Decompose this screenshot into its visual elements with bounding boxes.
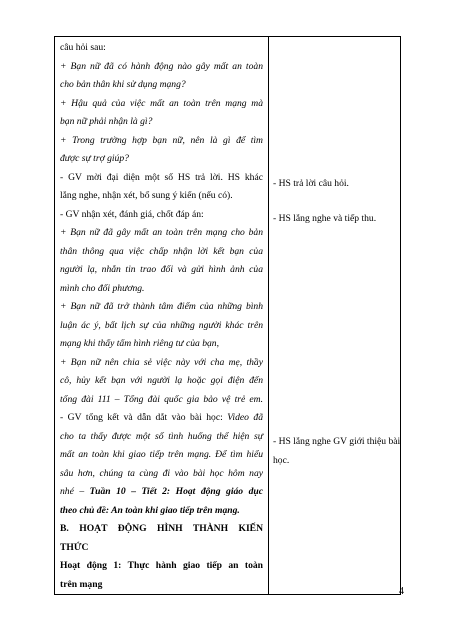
answer-line: + Bạn nữ đã gây mất an toàn trên mạng cho bản: [60, 227, 263, 238]
text-segment: - GV tổng kết và dẫn dắt vào bài học:: [60, 412, 228, 423]
text-line: lắng nghe, nhận xét, bổ sung ý kiến (nếu có).: [60, 190, 233, 201]
question-line: được sự trợ giúp?: [60, 153, 129, 164]
answer-line: người lạ, nhắn tin trao đổi và gửi hình ảnh của: [60, 264, 263, 275]
answer-line: mạng khi thấy tấm hình riêng tư của bạn,: [60, 338, 219, 349]
answer-line: luận ác ý, bất lịch sự của những người khác trên: [60, 319, 263, 331]
text-line: - GV nhận xét, đánh giá, chốt đáp án:: [60, 208, 204, 220]
question-line: + Bạn nữ đã có hành động nào gây mất an toàn: [60, 60, 263, 72]
lesson-plan-table: [54, 36, 401, 595]
question-line: + Trong trường hợp bạn nữ, nên là gì để tìm: [60, 134, 263, 146]
teacher-activity-cell: [55, 37, 269, 595]
question-line: + Hậu quả của việc mất an toàn trên mạng mà: [60, 97, 263, 109]
text-line: cho ta thấy được một số tình huống thể hiện sự: [60, 430, 263, 442]
answer-line: + Bạn nữ đã trở thành tâm điểm của những bình: [60, 301, 263, 312]
text-line: [60, 409, 263, 428]
student-item: [273, 433, 401, 470]
text-line: sâu hơn, chúng ta cùng đi vào bài học hôm nay: [60, 467, 263, 479]
question-line: cho bản thân khi sử dụng mạng?: [60, 79, 186, 90]
table-row: [55, 37, 401, 595]
text-line: - HS lắng nghe GV giới thiệu bài: [273, 436, 401, 447]
text-segment: nhé –: [60, 486, 90, 497]
text-line: - GV mời đại diện một số HS trả lời. HS khác: [60, 171, 263, 183]
student-activity-cell: [269, 37, 401, 595]
question-line: bạn nữ phải nhận là gì?: [60, 116, 153, 127]
text-line: mất an toàn khi giao tiếp trên mạng. Để tìm hiểu: [60, 449, 263, 460]
section-heading: B. HOẠT ĐỘNG HÌNH THÀNH KIẾN: [60, 523, 263, 534]
answer-line: thân thông qua việc chấp nhận lời kết bạn của: [60, 245, 263, 257]
text-line: theo chủ đề: An toàn khi giao tiếp trên mạng.: [60, 504, 240, 516]
activity-heading: Hoạt động 1: Thực hành giao tiếp an toàn: [60, 560, 263, 571]
answer-line: tổng đài 111 – Tổng đài quốc gia bảo vệ trẻ em.: [60, 393, 263, 405]
text-segment: Tuần 10 – Tiết 2: Hoạt động giáo dục: [89, 486, 263, 497]
answer-line: mình cho đối phương.: [60, 282, 145, 294]
page-number: 4: [399, 586, 404, 597]
text-line: học.: [273, 454, 290, 466]
text-line: [60, 483, 263, 502]
section-heading: THỨC: [60, 541, 89, 553]
answer-line: cô, hủy kết bạn với người lạ hoặc gọi điện đến: [60, 375, 263, 386]
student-item: - HS lắng nghe và tiếp thu.: [273, 213, 377, 224]
text-segment: Video đã: [227, 412, 263, 423]
student-item: - HS trả lời câu hỏi.: [273, 178, 349, 189]
text-line: câu hỏi sau:: [60, 42, 106, 53]
activity-heading: trên mạng: [60, 578, 103, 590]
answer-line: + Bạn nữ nên chia sẻ việc này với cha mẹ, thầy: [60, 356, 263, 368]
